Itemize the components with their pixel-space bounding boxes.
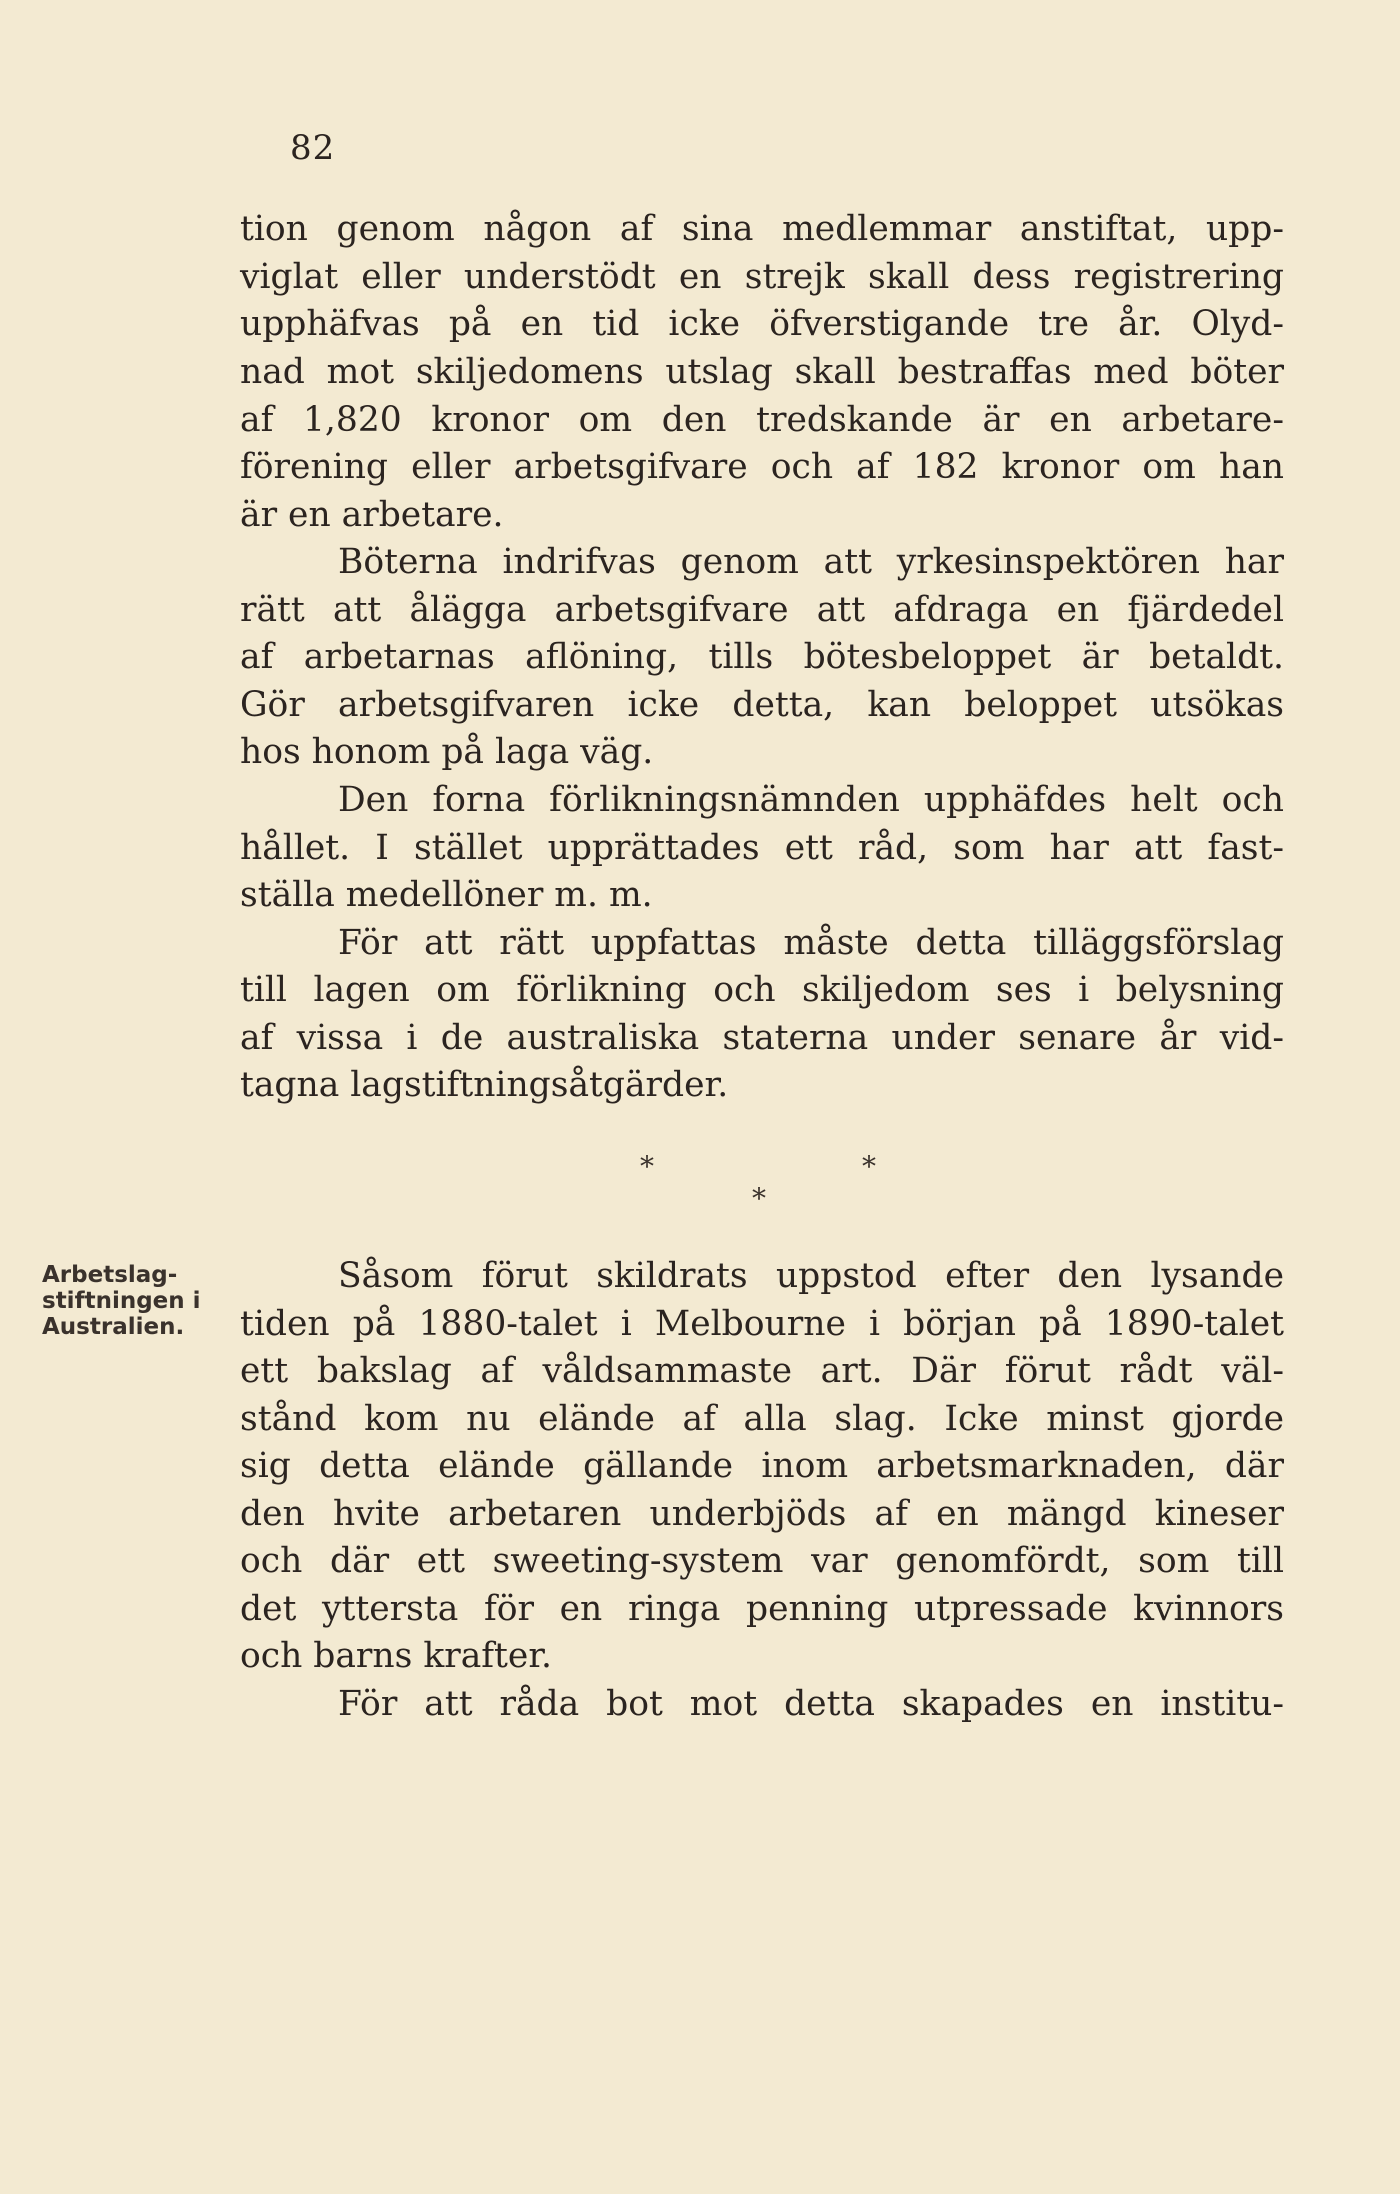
text-line: viglat eller understödt en strejk skall dess registrering	[240, 257, 1284, 297]
margin-note-line: stiftningen i	[42, 1288, 201, 1314]
text-line: sig detta elände gällande inom arbetsmarknaden, där	[240, 1446, 1284, 1486]
text-line: till lagen om förlikning och skiljedom ses i belysning	[240, 970, 1284, 1010]
text-line: förening eller arbetsgifvare och af 182 kronor om han	[240, 447, 1284, 487]
text-line: hållet. I stället upprättades ett råd, som har att fast-	[240, 828, 1284, 868]
text-line: hos honom på laga väg.	[240, 732, 654, 772]
text-line: är en arbetare.	[240, 495, 504, 535]
paragraph-start-line: Såsom förut skildrats uppstod efter den lysande	[338, 1256, 1284, 1296]
paragraph-start-line: Den forna förlikningsnämnden upphäfdes helt och	[338, 780, 1284, 820]
text-line: tion genom någon af sina medlemmar anstiftat, upp-	[240, 209, 1284, 249]
separator-asterisk: *	[862, 1150, 876, 1183]
text-line: ett bakslag af våldsammaste art. Där förut rådt väl-	[240, 1351, 1284, 1391]
text-line: upphäfvas på en tid icke öfverstigande tre år. Olyd-	[240, 304, 1284, 344]
text-line: och barns krafter.	[240, 1636, 552, 1676]
paragraph-start-line: För att råda bot mot detta skapades en institu-	[338, 1684, 1284, 1724]
text-line: det yttersta för en ringa penning utpressade kvinnors	[240, 1589, 1284, 1629]
text-line: stånd kom nu elände af alla slag. Icke minst gjorde	[240, 1399, 1284, 1439]
margin-note	[42, 1262, 201, 1340]
text-line: den hvite arbetaren underbjöds af en mängd kineser	[240, 1494, 1284, 1534]
text-line: tagna lagstiftningsåtgärder.	[240, 1065, 729, 1105]
paragraph-start-line: Böterna indrifvas genom att yrkesinspektören har	[338, 542, 1284, 582]
text-line: nad mot skiljedomens utslag skall bestraffas med böter	[240, 352, 1284, 392]
text-line: ställa medellöner m. m.	[240, 875, 653, 915]
separator-asterisk: *	[640, 1150, 654, 1183]
text-line: och där ett sweeting-system var genomfördt, som till	[240, 1541, 1284, 1581]
text-line: Gör arbetsgifvaren icke detta, kan beloppet utsökas	[240, 685, 1284, 725]
text-line: af 1,820 kronor om den tredskande är en arbetare-	[240, 400, 1284, 440]
text-line: rätt att ålägga arbetsgifvare att afdraga en fjärdedel	[240, 590, 1284, 630]
text-line: af vissa i de australiska staterna under senare år vid-	[240, 1018, 1284, 1058]
paragraph-start-line: För att rätt uppfattas måste detta tilläggsförslag	[338, 923, 1284, 963]
text-line: tiden på 1880-talet i Melbourne i början på 1890-talet	[240, 1304, 1284, 1344]
page-number: 82	[290, 128, 336, 168]
margin-note-line: Australien.	[42, 1314, 185, 1340]
text-line: af arbetarnas aflöning, tills bötesbeloppet är betaldt.	[240, 637, 1284, 677]
separator-asterisk: *	[752, 1182, 766, 1215]
margin-note-line: Arbetslag-	[42, 1262, 178, 1288]
